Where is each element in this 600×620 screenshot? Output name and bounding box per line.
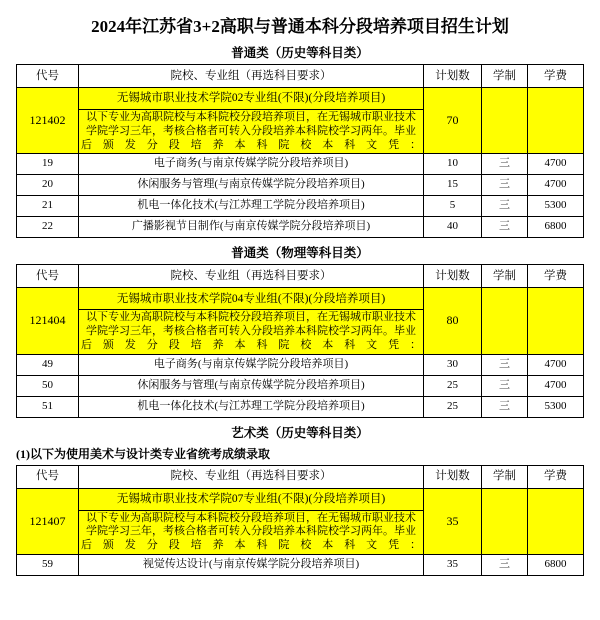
group-description: 以下专业为高职院校与本科院校分段培养项目，在无锡城市职业技术学院学习三年，考核合格者可转入分段培养本科院校学习两年。毕业后颁发分段培养本科院校本科文凭： [79, 110, 424, 154]
row-code: 49 [17, 354, 79, 375]
group-title: 无锡城市职业技术学院04专业组(不限)(分段培养项目) [79, 288, 424, 310]
table-header-row [17, 265, 584, 288]
column-header-code: 代号 [17, 465, 79, 488]
table-row [17, 554, 584, 575]
row-fee: 4700 [528, 354, 584, 375]
table-row [17, 175, 584, 196]
column-header-length: 学制 [482, 65, 528, 88]
row-code: 20 [17, 175, 79, 196]
group-fee [528, 88, 584, 154]
group-length [482, 288, 528, 354]
table-row [17, 217, 584, 238]
column-header-fee: 学费 [528, 65, 584, 88]
row-fee: 5300 [528, 396, 584, 417]
table-row [17, 196, 584, 217]
row-code: 51 [17, 396, 79, 417]
column-header-name: 院校、专业组（再选科目要求） [79, 265, 424, 288]
table-row [17, 375, 584, 396]
plan-table-1 [16, 64, 584, 238]
row-length: 三 [482, 196, 528, 217]
column-header-plan: 计划数 [424, 65, 482, 88]
row-length: 三 [482, 396, 528, 417]
row-fee: 4700 [528, 175, 584, 196]
table-row [17, 396, 584, 417]
column-header-fee: 学费 [528, 465, 584, 488]
section-heading-1: 普通类（历史等科目类） [231, 46, 369, 60]
row-code: 50 [17, 375, 79, 396]
column-header-plan: 计划数 [424, 265, 482, 288]
row-code: 22 [17, 217, 79, 238]
row-plan: 15 [424, 175, 482, 196]
table-row [17, 154, 584, 175]
row-length: 三 [482, 354, 528, 375]
group-title: 无锡城市职业技术学院07专业组(不限)(分段培养项目) [79, 488, 424, 510]
group-length [482, 88, 528, 154]
column-header-name: 院校、专业组（再选科目要求） [79, 465, 424, 488]
row-length: 三 [482, 217, 528, 238]
table-header-row [17, 65, 584, 88]
row-code: 19 [17, 154, 79, 175]
row-plan: 25 [424, 375, 482, 396]
group-plan: 80 [424, 288, 482, 354]
group-code: 121402 [17, 88, 79, 154]
group-length [482, 488, 528, 554]
row-plan: 35 [424, 554, 482, 575]
section-heading-3: 艺术类（历史等科目类） [231, 425, 369, 440]
row-plan: 25 [424, 396, 482, 417]
plan-table-3 [16, 465, 584, 576]
group-title: 无锡城市职业技术学院02专业组(不限)(分段培养项目) [79, 88, 424, 110]
table-header-row [17, 465, 584, 488]
column-header-code: 代号 [17, 265, 79, 288]
row-code: 21 [17, 196, 79, 217]
row-length: 三 [482, 554, 528, 575]
column-header-fee: 学费 [528, 265, 584, 288]
column-header-name: 院校、专业组（再选科目要求） [79, 65, 424, 88]
group-fee [528, 488, 584, 554]
page-title: 2024年江苏省3+2高职与普通本科分段培养项目招生计划 [91, 17, 509, 36]
row-plan: 30 [424, 354, 482, 375]
row-name: 电子商务(与南京传媒学院分段培养项目) [79, 354, 424, 375]
section-heading-2: 普通类（物理等科目类） [231, 246, 369, 261]
row-fee: 4700 [528, 154, 584, 175]
row-name: 机电一体化技术(与江苏理工学院分段培养项目) [79, 196, 424, 217]
row-length: 三 [482, 175, 528, 196]
row-length: 三 [482, 154, 528, 175]
group-plan: 35 [424, 488, 482, 554]
row-fee: 5300 [528, 196, 584, 217]
row-fee: 6800 [528, 217, 584, 238]
row-fee: 6800 [528, 554, 584, 575]
group-title-row [17, 288, 584, 310]
group-title-row [17, 88, 584, 110]
row-plan: 10 [424, 154, 482, 175]
group-description: 以下专业为高职院校与本科院校分段培养项目，在无锡城市职业技术学院学习三年，考核合格者可转入分段培养本科院校学习两年。毕业后颁发分段培养本科院校本科文凭： [79, 510, 424, 554]
row-name: 休闲服务与管理(与南京传媒学院分段培养项目) [79, 375, 424, 396]
column-header-length: 学制 [482, 265, 528, 288]
group-title-row [17, 488, 584, 510]
column-header-plan: 计划数 [424, 465, 482, 488]
group-code: 121407 [17, 488, 79, 554]
row-name: 广播影视节目制作(与南京传媒学院分段培养项目) [79, 217, 424, 238]
row-name: 休闲服务与管理(与南京传媒学院分段培养项目) [79, 175, 424, 196]
plan-table-2 [16, 264, 584, 417]
row-length: 三 [482, 375, 528, 396]
row-plan: 5 [424, 196, 482, 217]
row-name: 机电一体化技术(与江苏理工学院分段培养项目) [79, 396, 424, 417]
table-row [17, 354, 584, 375]
row-plan: 40 [424, 217, 482, 238]
group-code: 121404 [17, 288, 79, 354]
subsection-note: (1)以下为使用美术与设计类专业省统考成绩录取 [16, 446, 270, 461]
row-name: 视觉传达设计(与南京传媒学院分段培养项目) [79, 554, 424, 575]
row-code: 59 [17, 554, 79, 575]
row-fee: 4700 [528, 375, 584, 396]
row-name: 电子商务(与南京传媒学院分段培养项目) [79, 154, 424, 175]
group-fee [528, 288, 584, 354]
column-header-length: 学制 [482, 465, 528, 488]
group-plan: 70 [424, 88, 482, 154]
group-description: 以下专业为高职院校与本科院校分段培养项目，在无锡城市职业技术学院学习三年，考核合格者可转入分段培养本科院校学习两年。毕业后颁发分段培养本科院校本科文凭： [79, 310, 424, 354]
column-header-code: 代号 [17, 65, 79, 88]
